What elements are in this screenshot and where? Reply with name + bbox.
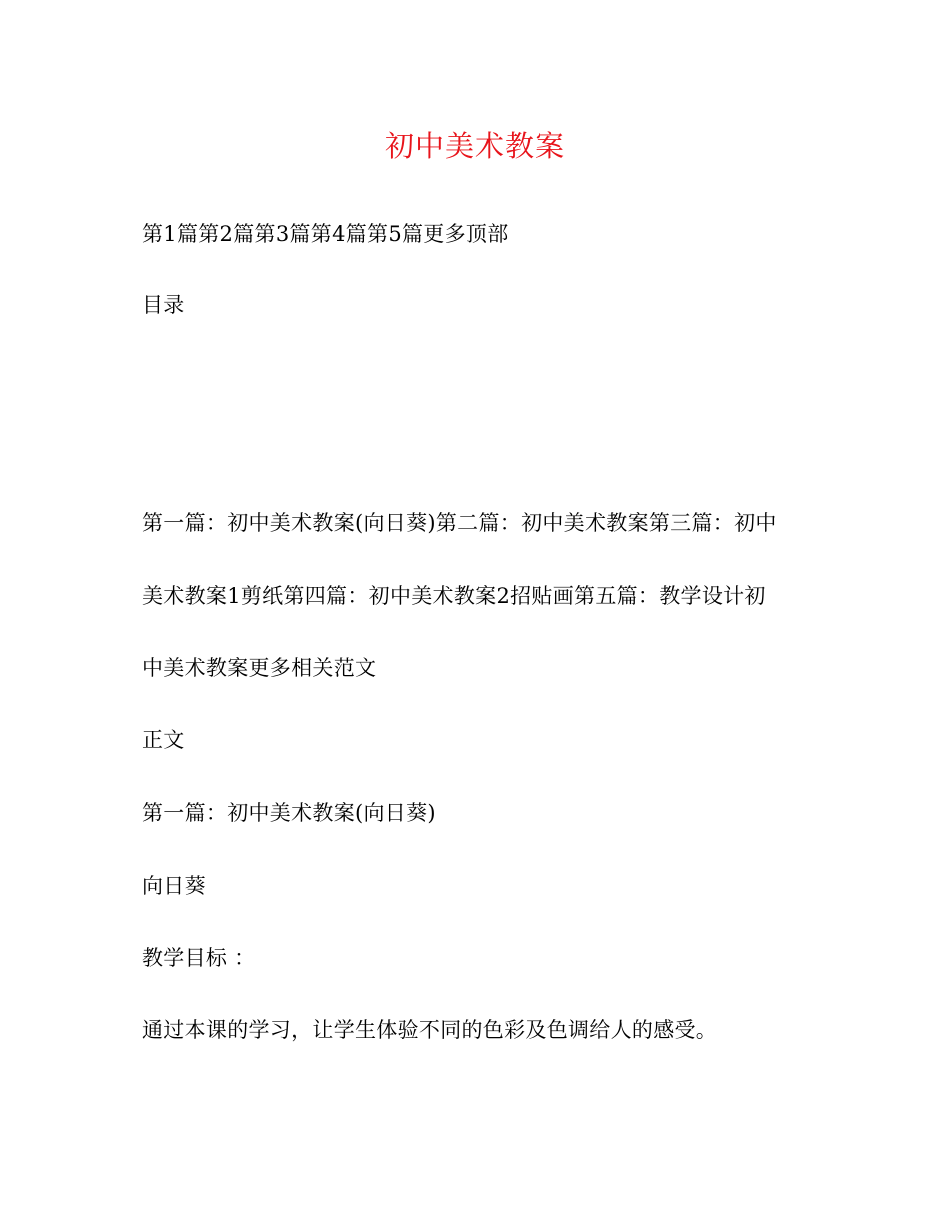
document-title: 初中美术教案 [384,129,565,163]
toc-line: 美术教案1剪纸第四篇：初中美术教案2招贴画第五篇：教学设计初 [142,584,766,608]
objective-text: 通过本课的学习，让学生体验不同的色彩及色调给人的感受。 [142,1018,718,1042]
section-title: 第一篇：初中美术教案(向日葵) [142,801,436,825]
lesson-subtitle: 向日葵 [142,874,206,898]
toc-line: 中美术教案更多相关范文 [142,656,377,680]
toc-heading: 目录 [142,293,185,317]
objectives-label: 教学目标 ： [142,946,256,970]
body-heading: 正文 [142,728,185,752]
toc-line: 第一篇：初中美术教案(向日葵)第二篇：初中美术教案第三篇：初中 [142,511,777,535]
article-nav-line: 第1篇第2篇第3篇第4篇第5篇更多顶部 [142,222,509,246]
